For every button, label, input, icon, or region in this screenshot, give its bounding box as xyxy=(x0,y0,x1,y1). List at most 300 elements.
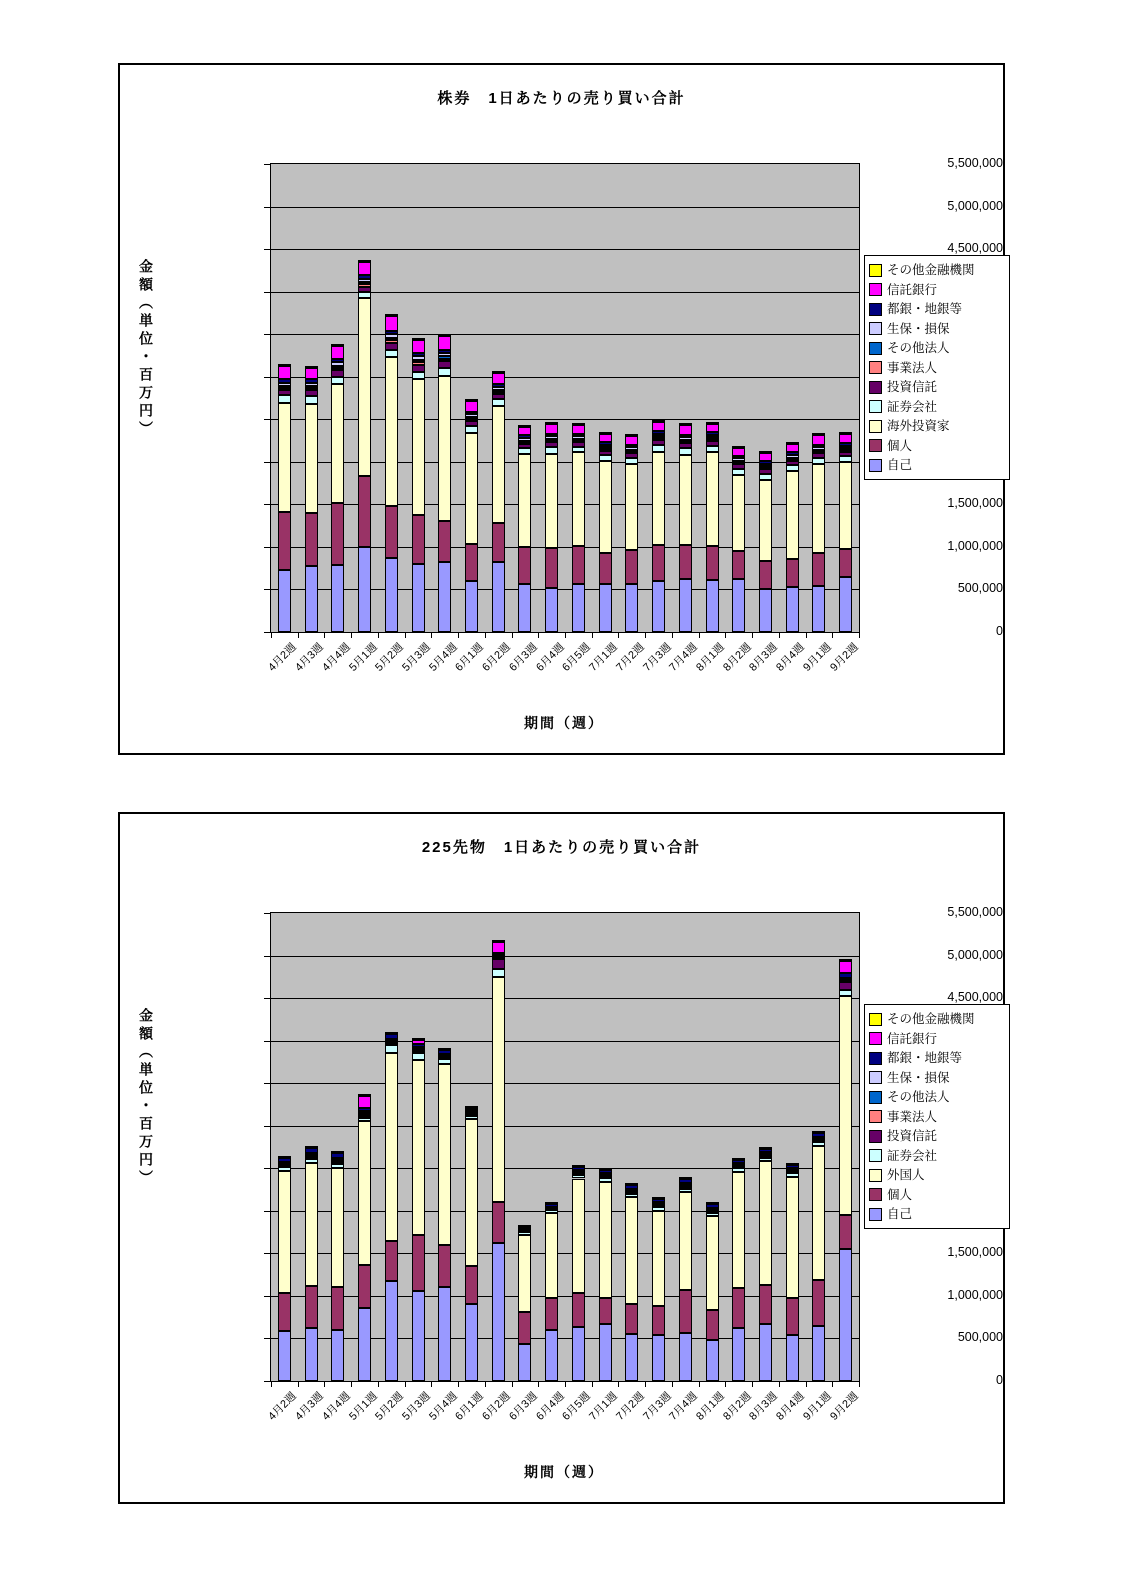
bar-segment xyxy=(358,1108,371,1111)
bar-segment xyxy=(465,1119,478,1266)
bar-segment xyxy=(652,431,665,434)
x-axis-tickmark xyxy=(618,1382,619,1387)
legend-item xyxy=(869,302,1005,316)
x-axis-tickmark xyxy=(405,1382,406,1387)
bar-segment xyxy=(278,395,291,403)
bar-segment xyxy=(358,476,371,547)
x-axis-tickmark xyxy=(431,1382,432,1387)
bar-segment xyxy=(706,432,719,435)
legend-swatch xyxy=(869,303,882,316)
x-axis-tickmark xyxy=(512,1382,513,1387)
y-tick-label: 1,500,000 xyxy=(947,496,1003,511)
bar-segment xyxy=(599,1298,612,1324)
legend-item xyxy=(869,1168,1005,1182)
x-tick-label: 8月2週 xyxy=(720,1390,754,1423)
bar-segment xyxy=(278,403,291,512)
bar-segment xyxy=(786,1298,799,1335)
legend-item xyxy=(869,439,1005,453)
x-axis-tickmark xyxy=(832,1382,833,1387)
bar-segment xyxy=(732,448,745,456)
bar-segment xyxy=(358,1096,371,1108)
bar-segment xyxy=(706,1340,719,1381)
bar-segment xyxy=(599,1324,612,1381)
bar-segment xyxy=(625,458,638,464)
bar-segment xyxy=(545,1213,558,1298)
bar-segment xyxy=(412,379,425,515)
bar-segment xyxy=(625,445,638,448)
bar-segment xyxy=(732,458,745,461)
bar-segment xyxy=(331,366,344,368)
legend-item xyxy=(869,322,1005,336)
bar-segment xyxy=(652,438,665,440)
bar-segment xyxy=(331,1153,344,1158)
bar-segment xyxy=(572,442,585,446)
bar-segment xyxy=(331,377,344,384)
bar-segment xyxy=(412,515,425,564)
y-tick-label: 5,000,000 xyxy=(947,947,1003,962)
x-tick-label: 8月4週 xyxy=(773,641,807,674)
bar-segment xyxy=(732,1166,745,1168)
bar-segment xyxy=(839,577,852,632)
bar-segment xyxy=(438,1056,451,1058)
bar-segment xyxy=(331,1159,344,1161)
bar-segment xyxy=(839,982,852,991)
bar-segment xyxy=(545,588,558,632)
bar-segment xyxy=(412,1049,425,1051)
legend-label: 外国人 xyxy=(887,1168,925,1182)
x-tick-label: 6月3週 xyxy=(506,641,540,674)
bar-segment xyxy=(305,1328,318,1381)
bar-segment xyxy=(412,1038,425,1040)
bar-segment xyxy=(518,442,531,444)
y-tick-label: 1,000,000 xyxy=(947,1287,1003,1302)
x-tick-label: 7月2週 xyxy=(613,1390,647,1423)
bar-segment xyxy=(599,1176,612,1178)
bar-segment xyxy=(518,584,531,632)
bar-segment xyxy=(331,1287,344,1330)
bar-segment xyxy=(412,1235,425,1291)
chart-title: 株券 1日あたりの売り買い合計 xyxy=(437,90,686,107)
bar-segment xyxy=(305,1159,318,1163)
bar-segment xyxy=(518,427,531,436)
bar-segment xyxy=(839,462,852,549)
bar-segment xyxy=(732,1158,745,1160)
bar-segment xyxy=(331,1164,344,1168)
bar-segment xyxy=(278,1164,291,1166)
bar-segment xyxy=(545,454,558,548)
x-axis-tickmark xyxy=(859,1382,860,1387)
bar-segment xyxy=(812,1133,825,1136)
bar-segment xyxy=(679,1189,692,1192)
bar-segment xyxy=(706,1202,719,1204)
bar-segment xyxy=(572,1167,585,1170)
bar-segment xyxy=(652,545,665,581)
x-axis-tickmark xyxy=(832,633,833,638)
bar-segment xyxy=(385,1034,398,1039)
bar-segment xyxy=(839,450,852,452)
legend-item xyxy=(869,458,1005,472)
x-axis-tickmark xyxy=(779,1382,780,1387)
x-axis-tickmark xyxy=(324,633,325,638)
bar-segment xyxy=(278,383,291,386)
chart-title: 225先物 1日あたりの売り買い合計 xyxy=(421,839,702,856)
bar-segment xyxy=(518,440,531,442)
legend-swatch xyxy=(869,1013,882,1026)
bar-segment xyxy=(492,959,505,969)
x-axis-tickmark xyxy=(565,1382,566,1387)
legend-item xyxy=(869,1012,1005,1026)
bar-segment xyxy=(438,1287,451,1381)
y-axis-tickmark xyxy=(264,1253,270,1254)
bar-segment xyxy=(839,432,852,434)
bar-segment xyxy=(625,550,638,584)
bar-segment xyxy=(278,379,291,382)
bar-segment xyxy=(278,366,291,380)
bar-segment xyxy=(786,452,799,455)
bar-segment xyxy=(385,1032,398,1034)
bar-segment xyxy=(278,1162,291,1164)
bar-segment xyxy=(572,447,585,453)
bar-segment xyxy=(412,340,425,353)
bar-segment xyxy=(732,551,745,579)
x-tick-label: 6月3週 xyxy=(506,1390,540,1423)
x-tick-label: 5月4週 xyxy=(426,641,460,674)
x-axis-tickmark xyxy=(271,1382,272,1387)
bar-segment xyxy=(759,1161,772,1284)
x-axis-tickmark xyxy=(725,633,726,638)
bar-segment xyxy=(625,450,638,452)
bar-segment xyxy=(759,469,772,473)
bar-segment xyxy=(465,426,478,433)
bar-segment xyxy=(812,1142,825,1146)
y-axis-tickmark xyxy=(264,1338,270,1339)
legend-swatch xyxy=(869,1052,882,1065)
bar-segment xyxy=(278,1331,291,1381)
bar-segment xyxy=(599,461,612,553)
bar-segment xyxy=(812,1280,825,1326)
legend-swatch xyxy=(869,1169,882,1182)
bar-segment xyxy=(358,1121,371,1265)
legend-item xyxy=(869,263,1005,277)
bar-segment xyxy=(572,546,585,584)
bar-segment xyxy=(385,334,398,337)
bar-segment xyxy=(385,1041,398,1043)
legend-swatch xyxy=(869,322,882,335)
bar-segment xyxy=(412,356,425,359)
x-tick-label: 6月4週 xyxy=(533,641,567,674)
bar-segment xyxy=(652,1205,665,1207)
bar-segment xyxy=(599,445,612,448)
bar-segment xyxy=(812,464,825,553)
x-tick-label: 6月1週 xyxy=(452,1390,486,1423)
bar-segment xyxy=(786,1163,799,1165)
bar-segment xyxy=(438,376,451,521)
bar-segment xyxy=(839,1215,852,1249)
legend-label: 証券会社 xyxy=(887,1148,938,1163)
legend-label: 信託銀行 xyxy=(887,1031,938,1046)
bar-segment xyxy=(786,1335,799,1381)
bar-segment xyxy=(438,562,451,632)
bar-segment xyxy=(518,547,531,584)
bar-segment xyxy=(331,368,344,370)
legend-item xyxy=(869,1032,1005,1046)
bar-segment xyxy=(518,1225,531,1227)
x-tick-label: 4月4週 xyxy=(319,641,353,674)
bar-segment xyxy=(625,453,638,457)
bar-segment xyxy=(625,1197,638,1304)
bar-segment xyxy=(438,1245,451,1288)
bar-segment xyxy=(706,424,719,433)
y-tick-label: 1,500,000 xyxy=(947,1245,1003,1260)
bar-segment xyxy=(438,1048,451,1050)
legend-label: 個人 xyxy=(887,438,913,453)
bar-segment xyxy=(679,1187,692,1189)
x-axis-tickmark xyxy=(458,633,459,638)
bar-segment xyxy=(706,422,719,424)
bar-segment xyxy=(492,523,505,562)
bar-segment xyxy=(545,1202,558,1204)
bar-segment xyxy=(572,1165,585,1167)
y-tick-label: 0 xyxy=(996,624,1003,638)
bar-segment xyxy=(331,362,344,365)
x-tick-label: 7月1週 xyxy=(586,641,620,674)
legend-label: 生保・損保 xyxy=(887,321,950,336)
bar-segment xyxy=(278,1156,291,1158)
bar-segment xyxy=(599,1178,612,1182)
bar-segment xyxy=(786,444,799,453)
bar-segment xyxy=(465,433,478,544)
bar-segment xyxy=(385,357,398,506)
bar-segment xyxy=(305,368,318,379)
bar-segment xyxy=(572,584,585,632)
bar-segment xyxy=(652,1197,665,1199)
legend-swatch xyxy=(869,283,882,296)
bar-segment xyxy=(599,1168,612,1170)
x-tick-label: 5月1週 xyxy=(346,641,380,674)
legend-label: その他金融機関 xyxy=(887,263,975,277)
x-axis-tickmark xyxy=(779,633,780,638)
bar-segment xyxy=(732,1160,745,1163)
x-axis-tickmark xyxy=(725,1382,726,1387)
y-axis-tickmark xyxy=(264,292,270,293)
bar-segment xyxy=(839,1249,852,1381)
y-axis-tickmark xyxy=(264,207,270,208)
x-tick-label: 8月4週 xyxy=(773,1390,807,1423)
bar-segment xyxy=(545,434,558,437)
bar-segment xyxy=(652,1306,665,1335)
bar-segment xyxy=(358,1116,371,1118)
bar-segment xyxy=(812,450,825,452)
bar-segment xyxy=(599,442,612,445)
bar-segment xyxy=(438,356,451,359)
y-tick-label: 1,000,000 xyxy=(947,538,1003,553)
gridline xyxy=(271,956,859,957)
bar-segment xyxy=(518,454,531,547)
bar-segment xyxy=(465,1266,478,1304)
bar-segment xyxy=(305,390,318,396)
bar-segment xyxy=(679,437,692,440)
x-tick-label: 6月1週 xyxy=(452,641,486,674)
bar-segment xyxy=(492,969,505,977)
bar-segment xyxy=(358,1118,371,1121)
bar-segment xyxy=(652,1211,665,1306)
bar-segment xyxy=(732,446,745,448)
bar-segment xyxy=(358,298,371,477)
bar-segment xyxy=(545,424,558,433)
bar-segment xyxy=(305,1146,318,1148)
bar-segment xyxy=(732,469,745,475)
bar-segment xyxy=(652,1207,665,1210)
legend-item xyxy=(869,400,1005,414)
x-tick-label: 5月2週 xyxy=(372,641,406,674)
bar-segment xyxy=(839,990,852,996)
x-tick-label: 6月5週 xyxy=(559,641,593,674)
legend-swatch xyxy=(869,1188,882,1201)
y-axis-tickmark xyxy=(264,1296,270,1297)
bar-segment xyxy=(572,1173,585,1175)
y-axis-tickmark xyxy=(264,1041,270,1042)
bar-segment xyxy=(492,387,505,390)
bar-segment xyxy=(492,940,505,942)
x-axis-tickmark xyxy=(485,633,486,638)
bar-segment xyxy=(839,452,852,456)
bar-segment xyxy=(545,436,558,439)
x-tick-label: 7月4週 xyxy=(666,1390,700,1423)
x-tick-label: 5月3週 xyxy=(399,1390,433,1423)
bar-segment xyxy=(465,421,478,426)
bar-segment xyxy=(625,1192,638,1194)
bar-segment xyxy=(572,439,585,441)
bar-segment xyxy=(545,447,558,454)
legend xyxy=(864,255,1010,480)
bar-segment xyxy=(331,1168,344,1287)
bar-segment xyxy=(331,1160,344,1162)
x-tick-label: 8月1週 xyxy=(693,1390,727,1423)
legend-label: 海外投資家 xyxy=(887,419,950,433)
bar-segment xyxy=(732,456,745,459)
bar-segment xyxy=(759,451,772,453)
bar-segment xyxy=(679,1179,692,1183)
bar-segment xyxy=(358,1114,371,1116)
x-axis-title: 期間（週） xyxy=(524,715,604,731)
bar-segment xyxy=(652,436,665,438)
bar-segment xyxy=(358,275,371,278)
bar-segment xyxy=(839,959,852,961)
x-tick-label: 5月3週 xyxy=(399,641,433,674)
x-tick-label: 9月1週 xyxy=(800,1390,834,1423)
bar-segment xyxy=(278,512,291,570)
bar-segment xyxy=(759,461,772,464)
bar-segment xyxy=(278,388,291,390)
x-tick-label: 7月1週 xyxy=(586,1390,620,1423)
bar-segment xyxy=(465,412,478,415)
bar-segment xyxy=(759,453,772,461)
bar-segment xyxy=(358,260,371,262)
bar-segment xyxy=(465,417,478,419)
bar-segment xyxy=(599,451,612,455)
legend-swatch xyxy=(869,381,882,394)
y-axis-tickmark xyxy=(264,249,270,250)
bar-segment xyxy=(465,544,478,581)
legend-swatch xyxy=(869,1032,882,1045)
x-axis-tickmark xyxy=(485,1382,486,1387)
bar-segment xyxy=(572,1327,585,1381)
bar-segment xyxy=(679,435,692,438)
bar-segment xyxy=(518,448,531,454)
x-axis-tickmark xyxy=(565,633,566,638)
bar-segment xyxy=(412,564,425,632)
bar-segment xyxy=(786,1171,799,1173)
x-axis-tickmark xyxy=(645,633,646,638)
bar-segment xyxy=(545,548,558,588)
x-tick-label: 9月1週 xyxy=(800,641,834,674)
bar-segment xyxy=(599,449,612,451)
x-axis-tickmark xyxy=(538,633,539,638)
legend-swatch xyxy=(869,361,882,374)
bar-segment xyxy=(492,371,505,373)
bar-segment xyxy=(385,1045,398,1053)
bar-segment xyxy=(545,440,558,442)
bar-segment xyxy=(679,443,692,448)
legend-label: 事業法人 xyxy=(887,1109,938,1124)
bar-segment xyxy=(492,977,505,1202)
x-tick-label: 7月3週 xyxy=(640,641,674,674)
x-tick-label: 7月4週 xyxy=(666,641,700,674)
bar-segment xyxy=(385,1053,398,1241)
bar-segment xyxy=(492,392,505,394)
bar-segment xyxy=(786,1177,799,1299)
bar-segment xyxy=(679,545,692,579)
bar-segment xyxy=(412,1060,425,1234)
bar-segment xyxy=(812,1146,825,1280)
bar-segment xyxy=(438,1057,451,1059)
bar-segment xyxy=(385,350,398,358)
gridline xyxy=(271,249,859,250)
bar-segment xyxy=(732,1288,745,1328)
bar-segment xyxy=(545,1210,558,1213)
bar-segment xyxy=(679,423,692,425)
bar-segment xyxy=(385,1281,398,1381)
bar-segment xyxy=(331,344,344,346)
bar-segment xyxy=(492,399,505,406)
legend-item xyxy=(869,419,1005,433)
bar-segment xyxy=(812,1140,825,1142)
x-tick-label: 5月2週 xyxy=(372,1390,406,1423)
legend-swatch xyxy=(869,1091,882,1104)
bar-segment xyxy=(786,461,799,465)
bar-segment xyxy=(358,1265,371,1308)
bar-segment xyxy=(812,553,825,586)
bar-segment xyxy=(839,434,852,443)
bar-segment xyxy=(518,1344,531,1381)
bar-segment xyxy=(331,565,344,632)
y-axis-tickmark xyxy=(264,998,270,999)
y-axis-tickmark xyxy=(264,419,270,420)
legend-item xyxy=(869,1129,1005,1143)
y-axis-tickmark xyxy=(264,1168,270,1169)
x-axis-tickmark xyxy=(378,633,379,638)
y-axis-tickmark xyxy=(264,1381,270,1382)
bar-segment xyxy=(305,396,318,404)
legend-swatch xyxy=(869,400,882,413)
y-axis-tickmark xyxy=(264,377,270,378)
bar-segment xyxy=(305,513,318,567)
bar-segment xyxy=(812,445,825,448)
bar-segment xyxy=(599,1170,612,1173)
bar-segment xyxy=(706,435,719,438)
y-axis-tickmark xyxy=(264,1126,270,1127)
legend-item xyxy=(869,1207,1005,1221)
